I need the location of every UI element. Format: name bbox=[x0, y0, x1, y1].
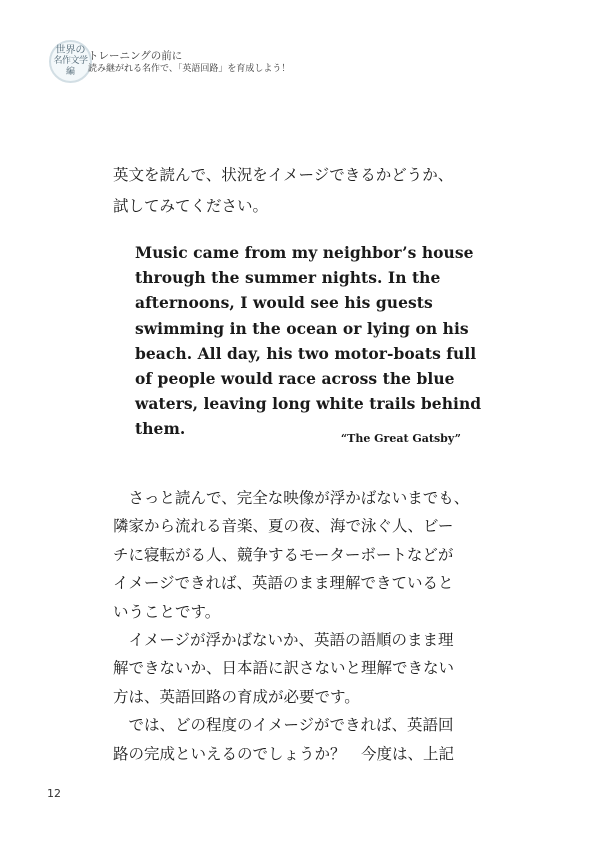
body-paragraphs bbox=[113, 484, 493, 768]
body-line: チに寝転がる人、競争するモーターボートなどが bbox=[113, 545, 454, 564]
series-badge bbox=[49, 40, 92, 83]
running-header-title: トレーニングの前に bbox=[88, 50, 183, 62]
passage-line: waters, leaving long white trails behind bbox=[135, 394, 482, 414]
passage-line: afternoons, I would see his guests bbox=[135, 293, 433, 313]
body-line: 路の完成といえるのでしょうか？ 今度は、上記 bbox=[113, 744, 455, 763]
body-line: いうことです。 bbox=[113, 602, 221, 621]
body-line: イメージが浮かばないか、英語の語順のまま理 bbox=[113, 631, 454, 650]
passage-line: through the summer nights. In the bbox=[135, 268, 441, 288]
badge-line-3: 編 bbox=[65, 67, 75, 77]
body-line: 隣家から流れる音楽、夏の夜、海で泳ぐ人、ビー bbox=[113, 517, 454, 536]
passage-line: Music came from my neighbor’s house bbox=[135, 243, 474, 262]
body-line: イメージできれば、英語のまま理解できていると bbox=[113, 574, 454, 593]
body-line: 解できないか、日本語に訳さないと理解できない bbox=[113, 659, 455, 678]
intro-line: 試してみてください。 bbox=[113, 197, 269, 215]
intro-paragraph bbox=[113, 160, 493, 222]
page-number: 12 bbox=[47, 787, 61, 800]
running-header-subtitle: 読み継がれる名作で、「英語回路」を育成しよう！ bbox=[88, 64, 291, 74]
body-line: さっと読んで、完全な映像が浮かばないまでも、 bbox=[113, 489, 470, 507]
passage-line: swimming in the ocean or lying on his bbox=[135, 318, 469, 338]
passage-line: them. bbox=[135, 419, 186, 439]
intro-line: 英文を読んで、状況をイメージできるかどうか、 bbox=[113, 166, 454, 184]
badge-line-1: 世界の bbox=[55, 45, 86, 56]
passage-line: beach. All day, his two motor-boats full bbox=[135, 343, 477, 363]
passage-line: of people would race across the blue bbox=[135, 369, 455, 389]
english-passage bbox=[135, 240, 482, 442]
body-line: では、どの程度のイメージができれば、英語回 bbox=[113, 716, 454, 735]
passage-source: “The Great Gatsby” bbox=[340, 432, 461, 445]
body-line: 方は、英語回路の育成が必要です。 bbox=[113, 687, 360, 706]
badge-line-2: 名作文学 bbox=[53, 56, 88, 66]
